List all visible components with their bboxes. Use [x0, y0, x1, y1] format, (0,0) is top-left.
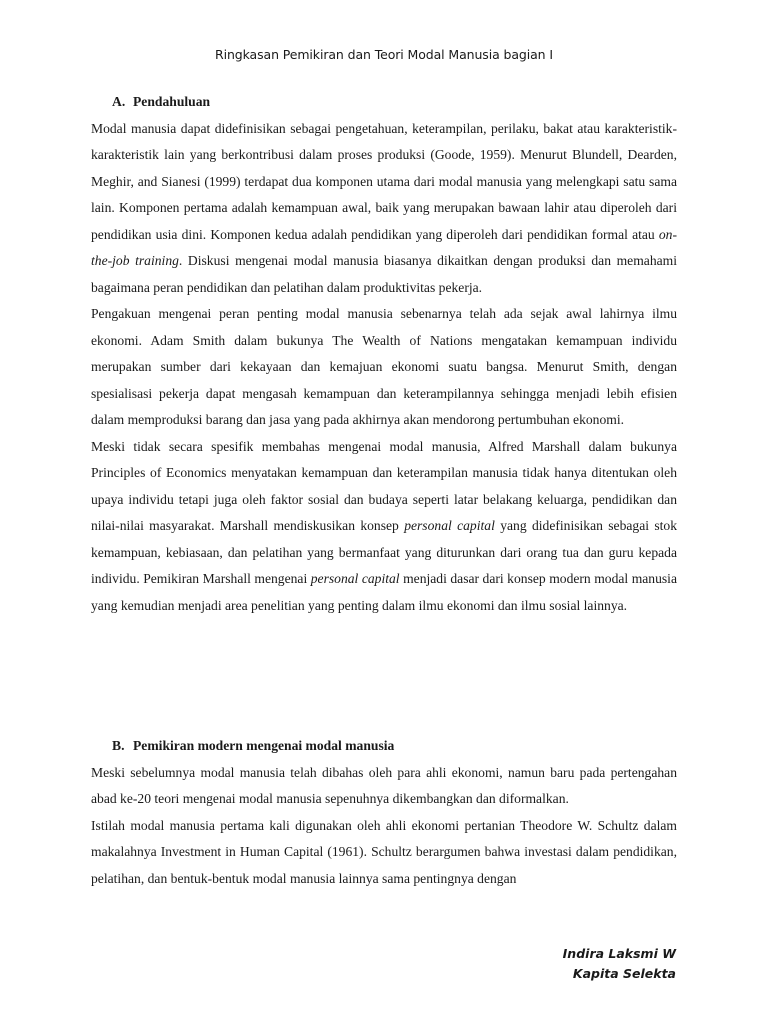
- section-a-heading: [91, 89, 677, 116]
- paragraph-text: . Diskusi mengenai modal manusia biasanya dikaitkan dengan produksi dan memahami bagaimana peran pendidikan dan pelatihan dalam produktivitas pekerja.: [91, 253, 677, 295]
- paragraph-text: Meski tidak secara spesifik membahas mengenai modal manusia, Alfred Marshall dalam bukunya Principles of Economics menyatakan kemampuan dan keterampilan manusia tidak hanya ditentukan oleh upaya individu tetapi juga oleh faktor sosial dan budaya seperti latar belakang keluarga, pendidikan dan nilai-nilai masyarakat. Marshall mendiskusikan konsep: [91, 438, 677, 533]
- section-a-title: Pendahuluan: [133, 94, 211, 109]
- page-footer: [563, 944, 676, 984]
- section-a-paragraph-1: [91, 116, 677, 302]
- footer-course: Kapita Selekta: [572, 966, 676, 981]
- paragraph-italic: personal capital: [404, 518, 495, 533]
- paragraph-italic: on-the-job training: [91, 226, 677, 268]
- section-a-number: A.: [112, 94, 126, 109]
- paragraph-italic: personal capital: [310, 571, 400, 586]
- paragraph-text: menjadi dasar dari konsep modern modal manusia yang kemudian menjadi area penelitian yang penting dalam ilmu ekonomi dan ilmu sosial lainnya.: [91, 571, 677, 613]
- paragraph-text: Modal manusia dapat didefinisikan sebagai pengetahuan, keterampilan, perilaku, bakat atau karakteristik-karakteristik lain yang berkontribusi dalam proses produksi (Goode, 1959). Menurut Blundell, Dearden, Meghir, and Sianesi (1999) terdapat dua komponen utama dari modal manusia yang melengkapi satu sama lain. Komponen pertama adalah kemampuan awal, baik yang merupakan bawaan lahir atau diperoleh dari pendidikan usia dini. Komponen kedua adalah pendidikan yang diperoleh dari pendidikan formal atau: [91, 120, 677, 242]
- paragraph-text: yang didefinisikan sebagai stok kemampuan, kebiasaan, dan pelatihan yang bermanfaat yang diturunkan dari orang tua dan guru kepada individu. Pemikiran Marshall mengenai: [91, 518, 677, 586]
- section-a-paragraph-3: [91, 434, 677, 620]
- section-b: [91, 733, 677, 892]
- section-b-paragraph-2: Istilah modal manusia pertama kali digunakan oleh ahli ekonomi pertanian Theodore W. Schultz dalam makalahnya Investment in Human Capital (1961). Schultz berargumen bahwa investasi dalam pendidikan, pelatihan, dan bentuk-bentuk modal manusia lainnya sama pentingnya dengan: [91, 817, 677, 886]
- document-title: Ringkasan Pemikiran dan Teori Modal Manusia bagian I: [215, 47, 553, 62]
- footer-author: Indira Laksmi W: [562, 946, 676, 961]
- section-b-number: B.: [112, 738, 125, 753]
- section-b-title: Pemikiran modern mengenai modal manusia: [133, 738, 395, 753]
- section-b-paragraph-1: Meski sebelumnya modal manusia telah dibahas oleh para ahli ekonomi, namun baru pada pertengahan abad ke-20 teori mengenai modal manusia sepenuhnya dikembangkan dan diformalkan.: [91, 764, 677, 806]
- section-a-paragraph-2: Pengakuan mengenai peran penting modal manusia sebenarnya telah ada sejak awal lahirnya ilmu ekonomi. Adam Smith dalam bukunya The Wealth of Nations mengatakan kemampuan individu merupakan sumber dari kekayaan dan kemajuan ekonomi suatu bangsa. Menurut Smith, dengan spesialisasi pekerja dapat mengasah kemampuan dan keterampilannya sehingga menjadi lebih efisien dalam memproduksi barang dan jasa yang pada akhirnya akan mendorong pertumbuhan ekonomi.: [91, 306, 677, 427]
- section-b-heading: [91, 733, 677, 760]
- section-a: [91, 89, 677, 619]
